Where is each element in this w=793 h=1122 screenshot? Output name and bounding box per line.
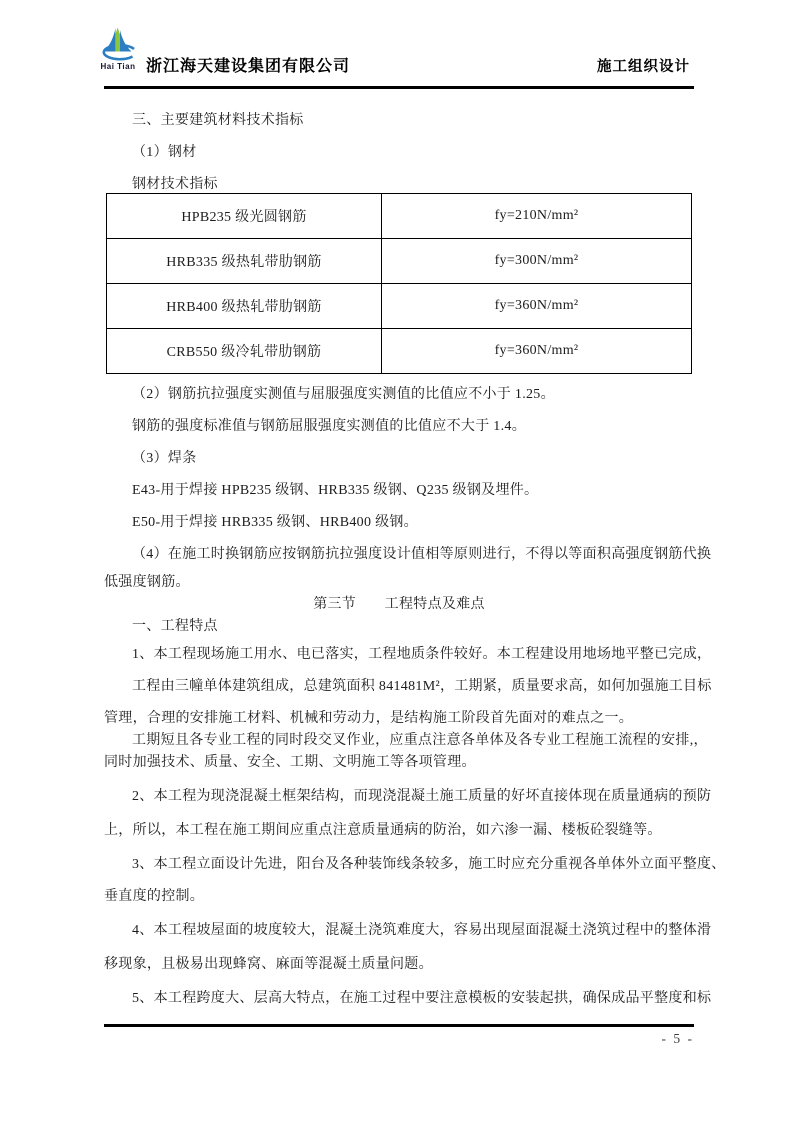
text-line: 工期短且各专业工程的同时段交叉作业，应重点注意各单体及各专业工程施工流程的安排,， bbox=[132, 733, 708, 748]
spacer bbox=[104, 374, 694, 387]
text-line: 工程由三幢单体建筑组成，总建筑面积 841481M²，工期紧，质量要求高，如何加强施工目标 bbox=[132, 679, 712, 694]
steel-grade-cell: CRB550 级冷轧带肋钢筋 bbox=[107, 329, 382, 374]
steel-grade-cell: HPB235 级光圆钢筋 bbox=[107, 194, 382, 239]
text-line: E50-用于焊接 HRB335 级钢、HRB400 级钢。 bbox=[132, 515, 418, 530]
text-line: 垂直度的控制。 bbox=[104, 889, 205, 904]
materials-heading: 三、主要建筑材料技术指标 bbox=[132, 113, 304, 128]
steel-table-row bbox=[107, 329, 692, 374]
text-line: E43-用于焊接 HPB235 级钢、HRB335 级钢、Q235 级钢及埋件。 bbox=[132, 483, 539, 498]
text-line: 低强度钢筋。 bbox=[104, 575, 190, 590]
haitian-sail-icon bbox=[98, 27, 138, 61]
steel-fy-cell: fy=300N/mm² bbox=[382, 239, 692, 284]
table-caption: 钢材技术指标 bbox=[132, 177, 218, 192]
steel-table-row bbox=[107, 284, 692, 329]
document-body bbox=[104, 106, 726, 1023]
steel-fy-cell: fy=360N/mm² bbox=[382, 329, 692, 374]
text-line: 1、本工程现场施工用水、电已落实，工程地质条件较好。本工程建设用地场地平整已完成， bbox=[132, 647, 712, 662]
text-line: 钢筋的强度标准值与钢筋屈服强度实测值的比值应不大于 1.4。 bbox=[132, 419, 526, 434]
steel-grade-cell: HRB335 级热轧带肋钢筋 bbox=[107, 239, 382, 284]
doc-type-label: 施工组织设计 bbox=[597, 59, 690, 75]
text-line: （3）焊条 bbox=[132, 451, 197, 466]
text-line: 3、本工程立面设计先进，阳台及各种装饰线条较多，施工时应充分重视各单体外立面平整度、 bbox=[132, 857, 726, 872]
page-header bbox=[100, 0, 694, 89]
text-line: 第三节 工程特点及难点 bbox=[313, 597, 485, 612]
text-line: 2、本工程为现浇混凝土框架结构，而现浇混凝土施工质量的好坏直接体现在质量通病的预防 bbox=[132, 789, 712, 804]
company-name: 浙江海天建设集团有限公司 bbox=[146, 58, 351, 75]
text-line: 移现象，且极易出现蜂窝、麻面等混凝土质量问题。 bbox=[104, 957, 433, 972]
steel-table-row bbox=[107, 239, 692, 284]
logo-text: Hai Tian bbox=[100, 62, 136, 71]
haitian-logo bbox=[95, 27, 141, 71]
steel-table bbox=[106, 193, 692, 374]
steel-subheading: （1）钢材 bbox=[132, 145, 197, 160]
steel-table-body bbox=[107, 194, 692, 374]
text-line: （4）在施工时换钢筋应按钢筋抗拉强度设计值相等原则进行，不得以等面积高强度钢筋代换 bbox=[132, 547, 712, 562]
steel-fy-cell: fy=360N/mm² bbox=[382, 284, 692, 329]
text-line: 上，所以，本工程在施工期间应重点注意质量通病的防治，如六渗一漏、楼板砼裂缝等。 bbox=[104, 823, 662, 838]
body-lines bbox=[104, 387, 726, 1007]
steel-grade-cell: HRB400 级热轧带肋钢筋 bbox=[107, 284, 382, 329]
text-line: 同时加强技术、质量、安全、工期、文明施工等各项管理。 bbox=[104, 755, 476, 770]
text-line: 4、本工程坡屋面的坡度较大，混凝土浇筑难度大，容易出现屋面混凝土浇筑过程中的整体滑 bbox=[132, 923, 712, 938]
steel-table-row bbox=[107, 194, 692, 239]
text-line: 5、本工程跨度大、层高大特点，在施工过程中要注意模板的安装起拱，确保成品平整度和标 bbox=[132, 991, 712, 1006]
steel-fy-cell: fy=210N/mm² bbox=[382, 194, 692, 239]
text-line: （2）钢筋抗拉强度实测值与屈服强度实测值的比值应不小于 1.25。 bbox=[132, 387, 555, 402]
text-line: 管理，合理的安排施工材料、机械和劳动力，是结构施工阶段首先面对的难点之一。 bbox=[104, 711, 634, 726]
page-number: - 5 - bbox=[661, 1031, 694, 1046]
text-line: 一、工程特点 bbox=[132, 619, 218, 634]
footer-rule bbox=[104, 1024, 694, 1027]
